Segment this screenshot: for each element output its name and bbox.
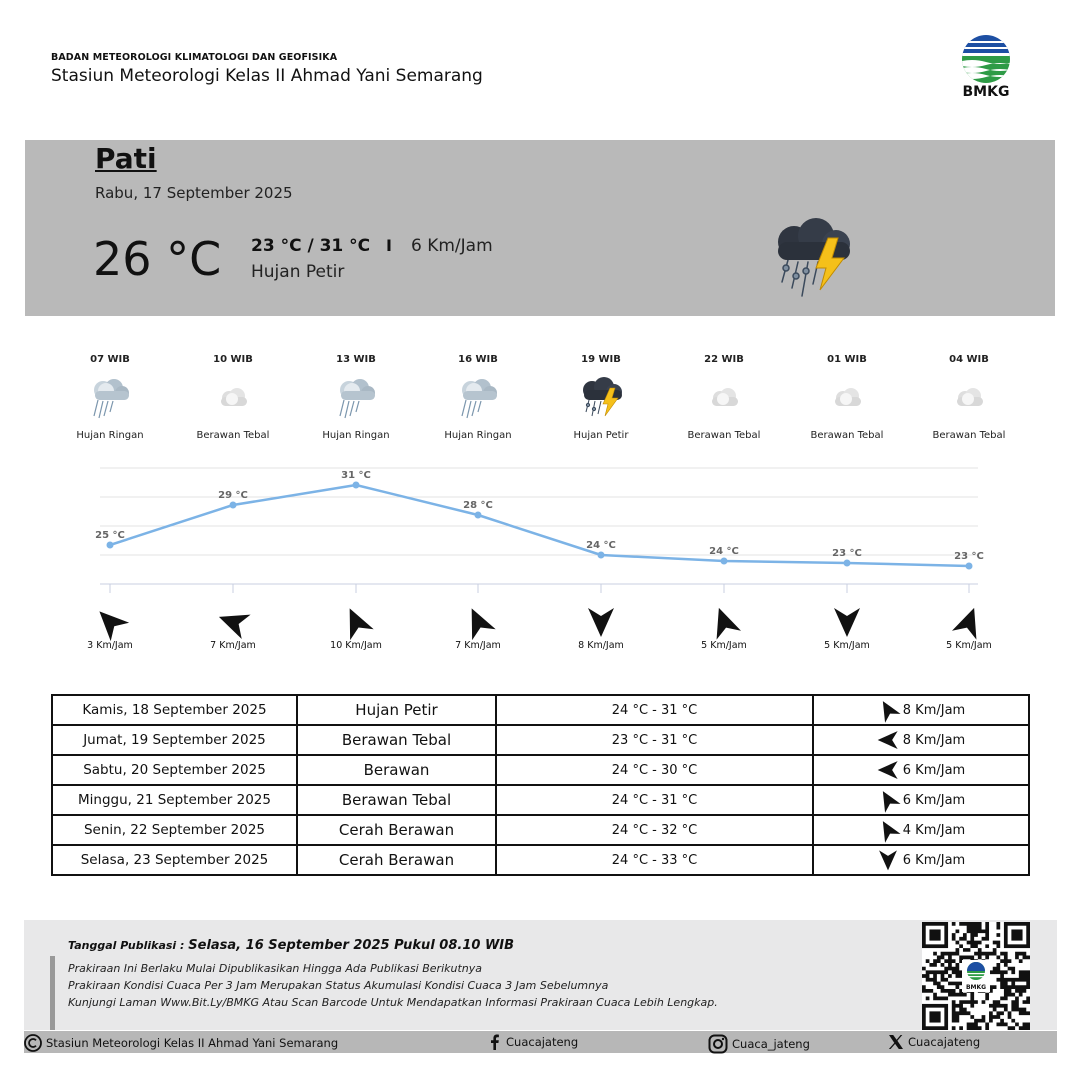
- city-name: Pati: [95, 142, 157, 175]
- temperature-point: [966, 563, 973, 570]
- thunderstorm-icon: [546, 376, 656, 422]
- copyright: [24, 1034, 338, 1052]
- wind-direction-icon: [877, 819, 899, 841]
- table-row: [52, 845, 1029, 875]
- forecast-condition: Hujan Petir: [297, 695, 496, 725]
- forecast-wind: [813, 725, 1029, 755]
- separator: I: [386, 236, 392, 255]
- forecast-day: Selasa, 23 September 2025: [52, 845, 297, 875]
- forecast-wind: [813, 695, 1029, 725]
- hour-condition: Berawan Tebal: [196, 430, 270, 441]
- wind-arrow: [423, 606, 533, 640]
- hour-condition: Hujan Ringan: [76, 430, 144, 441]
- wind-direction-icon: [877, 759, 899, 781]
- forecast-day: Senin, 22 September 2025: [52, 815, 297, 845]
- hour-condition: Berawan Tebal: [932, 430, 1006, 441]
- temperature-point: [107, 542, 114, 549]
- footer-note: Prakiraan Kondisi Cuaca Per 3 Jam Merupakan Status Akumulasi Kondisi Cuaca 3 Jam Sebelumnya: [68, 979, 609, 992]
- wind-arrow: [178, 606, 288, 640]
- hour-condition: Hujan Ringan: [444, 430, 512, 441]
- wind-direction-icon: [585, 606, 617, 638]
- bmkg-emblem-icon: [958, 34, 1014, 84]
- forecast-temperature: 24 °C - 30 °C: [496, 755, 813, 785]
- wind-arrow: [792, 606, 902, 640]
- temperature-label: 23 °C: [832, 548, 862, 559]
- temperature-label: 23 °C: [954, 551, 984, 562]
- copyright-text: Stasiun Meteorologi Kelas II Ahmad Yani Semarang: [46, 1036, 339, 1050]
- forecast-wind: [813, 785, 1029, 815]
- x-link[interactable]: [888, 1034, 980, 1050]
- daily-forecast-table: [51, 694, 1030, 876]
- publication-label: Tanggal Publikasi :: [68, 939, 189, 952]
- wind-arrow: [669, 606, 779, 640]
- x-icon: [888, 1034, 904, 1050]
- forecast-temperature: 23 °C - 31 °C: [496, 725, 813, 755]
- light-rain-icon: [423, 376, 533, 422]
- hour-time: 13 WIB: [336, 354, 376, 365]
- current-weather-panel: [25, 140, 1055, 316]
- hour-time: 19 WIB: [581, 354, 621, 365]
- hour-wind-speed: 7 Km/Jam: [455, 640, 501, 651]
- table-row: [52, 815, 1029, 845]
- temperature-point: [475, 512, 482, 519]
- light-rain-icon: [55, 376, 165, 422]
- current-temperature: 26 °C: [93, 232, 222, 286]
- footer-note: Prakiraan Ini Berlaku Mulai Dipublikasikan Hingga Ada Publikasi Berikutnya: [68, 962, 483, 975]
- current-wind-speed: 6 Km/Jam: [411, 236, 493, 256]
- overcast-cloud-icon: [792, 376, 902, 422]
- temperature-point: [598, 552, 605, 559]
- temperature-label: 29 °C: [218, 490, 248, 501]
- temperature-label: 28 °C: [463, 500, 493, 511]
- instagram-link[interactable]: [708, 1034, 810, 1054]
- forecast-wind: [813, 755, 1029, 785]
- agency-name: BADAN METEOROLOGI KLIMATOLOGI DAN GEOFISIKA: [51, 52, 338, 63]
- logo-text: BMKG: [962, 84, 1010, 100]
- instagram-icon: [708, 1034, 728, 1054]
- hour-wind-speed: 3 Km/Jam: [87, 640, 133, 651]
- hour-time: 16 WIB: [458, 354, 498, 365]
- overcast-cloud-icon: [669, 376, 779, 422]
- table-row: [52, 695, 1029, 725]
- wind-arrow: [546, 606, 656, 640]
- forecast-temperature: 24 °C - 33 °C: [496, 845, 813, 875]
- current-date: Rabu, 17 September 2025: [95, 184, 293, 202]
- forecast-temperature: 24 °C - 32 °C: [496, 815, 813, 845]
- temperature-range: 23 °C / 31 °C: [251, 236, 371, 256]
- footer-note: Kunjungi Laman Www.Bit.Ly/BMKG Atau Scan Barcode Untuk Mendapatkan Informasi Prakiraan Cuaca Lebih Lengkap.: [68, 996, 718, 1009]
- hour-condition: Hujan Petir: [573, 430, 629, 441]
- forecast-wind-speed: 6 Km/Jam: [902, 852, 966, 868]
- temperature-line-chart: [95, 460, 984, 600]
- x-handle: Cuacajateng: [908, 1035, 981, 1049]
- light-rain-icon: [301, 376, 411, 422]
- table-row: [52, 725, 1029, 755]
- hour-time: 07 WIB: [90, 354, 130, 365]
- publication-date: [68, 938, 514, 953]
- wind-arrow: [55, 606, 165, 640]
- forecast-temperature: 24 °C - 31 °C: [496, 695, 813, 725]
- temperature-label: 24 °C: [709, 546, 739, 557]
- forecast-wind: [813, 845, 1029, 875]
- qr-finder-pattern: [922, 922, 948, 948]
- hour-wind-speed: 5 Km/Jam: [701, 640, 747, 651]
- temperature-label: 31 °C: [341, 470, 371, 481]
- forecast-day: Jumat, 19 September 2025: [52, 725, 297, 755]
- qr-finder-pattern: [1004, 922, 1030, 948]
- wind-direction-icon: [462, 606, 494, 638]
- forecast-condition: Cerah Berawan: [297, 815, 496, 845]
- temperature-point: [230, 502, 237, 509]
- forecast-condition: Berawan Tebal: [297, 725, 496, 755]
- forecast-day: Kamis, 18 September 2025: [52, 695, 297, 725]
- overcast-cloud-icon: [178, 376, 288, 422]
- wind-direction-icon: [877, 699, 899, 721]
- hour-wind-speed: 8 Km/Jam: [578, 640, 624, 651]
- hour-wind-speed: 5 Km/Jam: [946, 640, 992, 651]
- overcast-cloud-icon: [914, 376, 1024, 422]
- wind-direction-icon: [217, 606, 249, 638]
- footer-accent-bar: [50, 956, 55, 1030]
- hour-wind-speed: 7 Km/Jam: [210, 640, 256, 651]
- qr-finder-pattern: [922, 1004, 948, 1030]
- current-condition: Hujan Petir: [251, 262, 345, 282]
- table-row: [52, 785, 1029, 815]
- temperature-point: [721, 558, 728, 565]
- wind-arrow: [914, 606, 1024, 640]
- temperature-label: 24 °C: [586, 540, 616, 551]
- facebook-link[interactable]: [488, 1034, 578, 1050]
- temperature-point: [353, 482, 360, 489]
- forecast-wind-speed: 6 Km/Jam: [902, 792, 966, 808]
- forecast-day: Minggu, 21 September 2025: [52, 785, 297, 815]
- wind-direction-icon: [953, 606, 985, 638]
- forecast-condition: Berawan Tebal: [297, 785, 496, 815]
- hour-time: 04 WIB: [949, 354, 989, 365]
- wind-direction-icon: [831, 606, 863, 638]
- wind-direction-icon: [340, 606, 372, 638]
- forecast-wind-speed: 8 Km/Jam: [902, 732, 966, 748]
- hour-condition: Berawan Tebal: [687, 430, 761, 441]
- wind-direction-icon: [877, 729, 899, 751]
- temperature-point: [844, 560, 851, 567]
- facebook-icon: [488, 1034, 502, 1050]
- station-name: Stasiun Meteorologi Kelas II Ahmad Yani Semarang: [51, 66, 483, 86]
- hour-condition: Berawan Tebal: [810, 430, 884, 441]
- wind-direction-icon: [94, 606, 126, 638]
- hour-wind-speed: 10 Km/Jam: [330, 640, 382, 651]
- instagram-handle: Cuaca_jateng: [732, 1037, 810, 1051]
- hour-time: 10 WIB: [213, 354, 253, 365]
- qr-logo-text: BMKG: [965, 984, 987, 991]
- thunderstorm-icon: [764, 216, 860, 302]
- facebook-handle: Cuacajateng: [506, 1035, 579, 1049]
- temperature-label: 25 °C: [95, 530, 125, 541]
- footer-panel: [24, 920, 1057, 1030]
- forecast-temperature: 24 °C - 31 °C: [496, 785, 813, 815]
- forecast-condition: Berawan: [297, 755, 496, 785]
- publication-value: Selasa, 16 September 2025 Pukul 08.10 WIB: [188, 938, 515, 953]
- copyright-icon: [24, 1034, 42, 1052]
- hour-wind-speed: 5 Km/Jam: [824, 640, 870, 651]
- wind-direction-icon: [877, 849, 899, 871]
- forecast-condition: Cerah Berawan: [297, 845, 496, 875]
- wind-arrow: [301, 606, 411, 640]
- wind-direction-icon: [708, 606, 740, 638]
- forecast-day: Sabtu, 20 September 2025: [52, 755, 297, 785]
- forecast-wind: [813, 815, 1029, 845]
- hour-time: 01 WIB: [827, 354, 867, 365]
- table-row: [52, 755, 1029, 785]
- qr-code-icon[interactable]: [922, 922, 1030, 1030]
- hour-condition: Hujan Ringan: [322, 430, 390, 441]
- hour-time: 22 WIB: [704, 354, 744, 365]
- forecast-wind-speed: 6 Km/Jam: [902, 762, 966, 778]
- bmkg-logo: [958, 34, 1014, 104]
- forecast-wind-speed: 8 Km/Jam: [902, 702, 966, 718]
- forecast-wind-speed: 4 Km/Jam: [902, 822, 966, 838]
- wind-direction-icon: [877, 789, 899, 811]
